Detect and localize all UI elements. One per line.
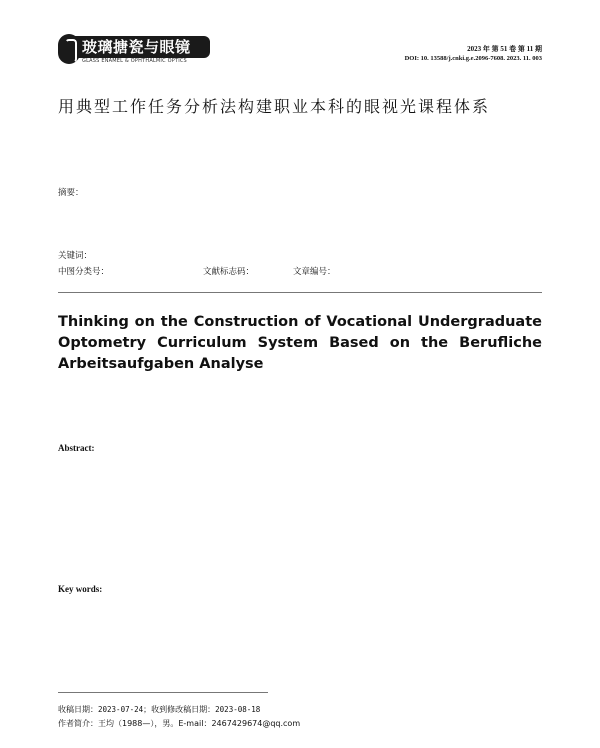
document-code-label: 文献标志码： (203, 267, 255, 277)
section-divider (58, 292, 542, 293)
received-date: 2023-07-24 (98, 705, 144, 714)
author-label: 作者简介： (58, 719, 98, 728)
article-number-label: 文章编号： (293, 267, 336, 277)
doi: DOI: 10. 13588/j.cnki.g.e.2096-7608. 2023. 11. 003 (404, 55, 542, 62)
chinese-abstract-label: 摘要： (58, 188, 84, 198)
author-info: 王均（1988—），男。E-mail：2467429674@qq.com (98, 719, 301, 728)
revised-label: ；收到修改稿日期： (143, 705, 216, 714)
clc-number-label: 中图分类号： (58, 267, 110, 277)
footnote-divider (58, 692, 268, 693)
footnote-dates (58, 704, 260, 715)
logo-english-name: GLASS ENAMEL & OPHTHALMIC OPTICS (82, 58, 187, 64)
journal-logo (58, 32, 210, 66)
chinese-keywords-label: 关键词： (58, 251, 93, 261)
logo-mark-icon (58, 34, 80, 64)
english-keywords-label: Key words: (58, 584, 103, 594)
footnote-author (58, 718, 300, 729)
chinese-title: 用典型工作任务分析法构建职业本科的眼视光课程体系 (58, 97, 491, 116)
revised-date: 2023-08-18 (215, 705, 261, 714)
issue-info: 2023 年 第 51 卷 第 11 期 (467, 45, 542, 53)
logo-chinese-name: 玻璃搪瓷与眼镜 (82, 38, 191, 56)
english-abstract-label: Abstract: (58, 443, 95, 453)
english-title: Thinking on the Construction of Vocational Undergraduate Optometry Curriculum System Based on the Berufliche Arbeitsaufgaben Analyse (58, 314, 542, 372)
received-label: 收稿日期： (58, 705, 98, 714)
